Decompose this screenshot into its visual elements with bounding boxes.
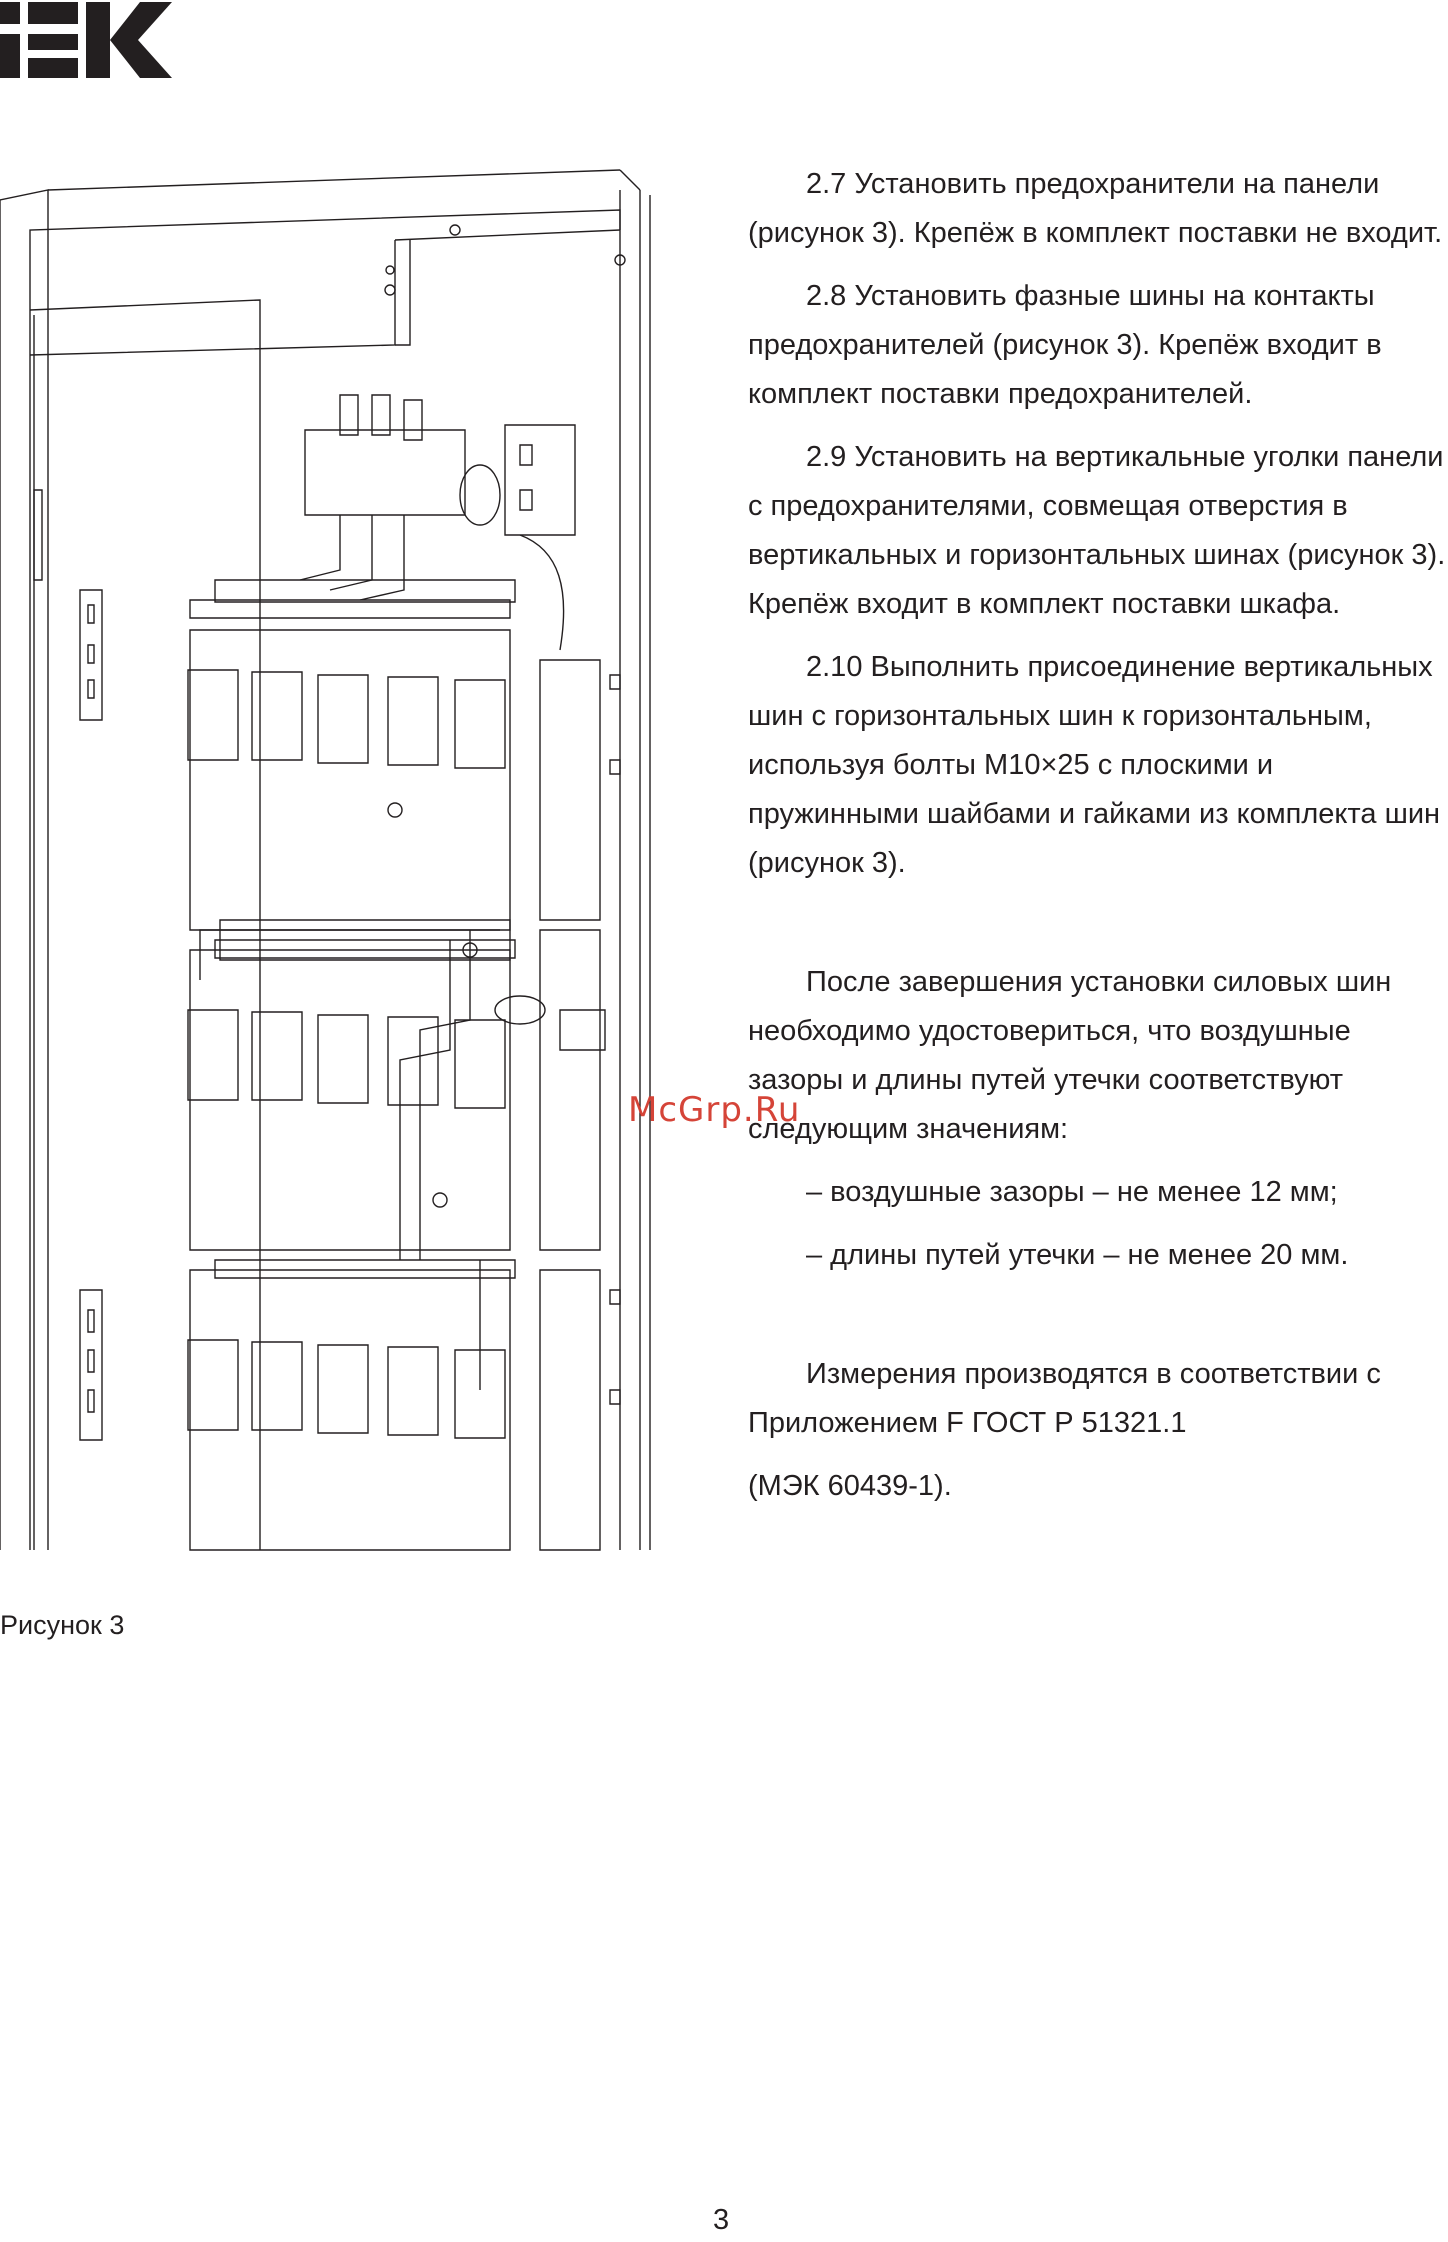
watermark: McGrp.Ru [628,1090,801,1130]
fuse-row-3 [188,1260,620,1550]
air-gap-requirement: – воздушные зазоры – не менее 12 мм; [806,1176,1338,1208]
fuse-row-1 [188,580,620,930]
creepage-requirement: – длины путей утечки – не менее 20 мм. [806,1239,1349,1271]
iek-logo [0,0,175,80]
instructions-text [748,160,1448,1525]
fuse-row-2 [188,920,605,1250]
figure-cabinet-fuse-panel [0,150,700,1560]
top-switch [300,395,575,650]
page-number: 3 [713,2204,730,2236]
measurement-note: Измерения производятся в соответствии с Приложением F ГОСТ Р 51321.1 [748,1358,1381,1439]
step-2-10: 2.10 Выполнить присоединение вертикальных шин с горизонтальных шин к горизонтальным, используя болты М10×25 с плоскими и пружинными шайбами и гайками из комплекта шин (рисунок 3). [748,651,1441,879]
cabinet-frame [0,170,650,1550]
step-2-7: 2.7 Установить предохранители на панели (рисунок 3). Крепёж в комплект поставки не входит. [748,168,1443,249]
vertical-busbars [388,803,480,1390]
after-installation-note: После завершения установки силовых шин необходимо удостовериться, что воздушные зазоры и длины путей утечки соответствуют следующим значениям: [748,966,1392,1145]
figure-caption: Рисунок 3 [0,1610,125,1640]
step-2-8: 2.8 Установить фазные шины на контакты предохранителей (рисунок 3). Крепёж входит в комплект поставки предохранителей. [748,280,1382,410]
iec-reference: (МЭК 60439-1). [748,1470,952,1502]
step-2-9: 2.9 Установить на вертикальные уголки панели с предохранителями, совмещая отверстия в вертикальных и горизонтальных шинах (рисунок 3). Крепёж входит в комплект поставки шкафа. [748,441,1446,620]
